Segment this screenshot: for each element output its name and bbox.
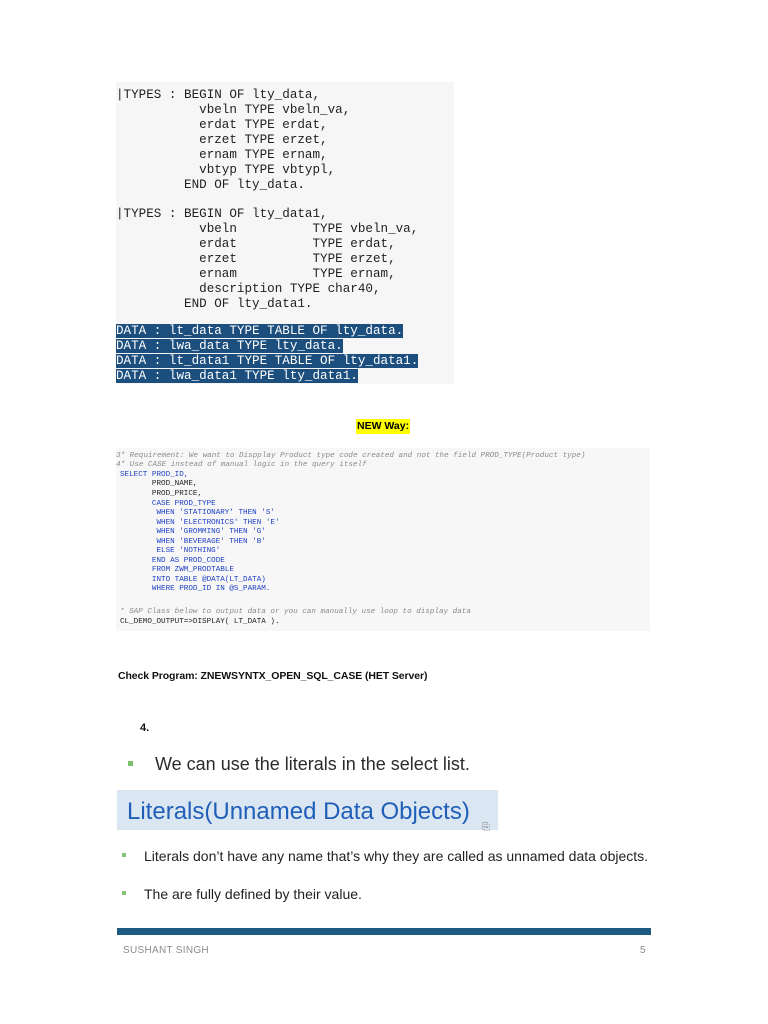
code-line: END AS PROD_CODE xyxy=(120,557,225,565)
code-line: |TYPES : BEGIN OF lty_data, xyxy=(116,88,321,102)
code-line: WHERE PROD_ID IN @S_PARAM. xyxy=(120,585,271,593)
code-screenshot-select-case xyxy=(116,448,650,631)
code-line: erzet TYPE erzet, xyxy=(116,133,328,147)
list-number: 4. xyxy=(140,722,150,734)
literals-title: Literals(Unnamed Data Objects) xyxy=(127,798,470,825)
code-line: vbeln TYPE vbeln_va, xyxy=(116,222,419,236)
code-line: PROD_PRICE, xyxy=(120,490,203,498)
code-line: CL_DEMO_OUTPUT=>DISPLAY( LT_DATA ). xyxy=(120,618,280,626)
paste-options-icon: ⎘ xyxy=(482,822,490,833)
code-line: erzet TYPE erzet, xyxy=(116,252,396,266)
code-comment: 3* Requirement: We want to Dispplay Product type code created and not the field PROD_TYPE(Product type) xyxy=(116,452,586,460)
code-line: PROD_NAME, xyxy=(120,480,198,488)
code-line: erdat TYPE erdat, xyxy=(116,237,396,251)
bullet-square-icon xyxy=(128,761,133,766)
code-line: END OF lty_data. xyxy=(116,178,305,192)
code-line: SELECT PROD_ID, xyxy=(120,471,189,479)
page-number: 5 xyxy=(640,945,646,956)
code-line: ELSE 'NOTHING' xyxy=(120,547,221,555)
code-line: CASE PROD_TYPE xyxy=(120,500,216,508)
check-program-text: Check Program: ZNEWSYNTX_OPEN_SQL_CASE (HET Server) xyxy=(118,670,428,682)
bullet-square-icon xyxy=(122,891,126,895)
code-line: ernam TYPE ernam, xyxy=(116,148,328,162)
code-line-selected: DATA : lt_data TYPE TABLE OF lty_data. xyxy=(116,324,404,338)
footer-author: SUSHANT SINGH xyxy=(123,945,209,956)
code-line-selected: DATA : lt_data1 TYPE TABLE OF lty_data1. xyxy=(116,354,419,368)
bullet-square-icon xyxy=(122,853,126,857)
code-line: ernam TYPE ernam, xyxy=(116,267,396,281)
code-line: WHEN 'STATIONARY' THEN 'S' xyxy=(120,509,275,517)
code-line: WHEN 'ELECTRONICS' THEN 'E' xyxy=(120,519,280,527)
code-line: FROM ZWM_PRODTABLE xyxy=(120,566,234,574)
code-line: INTO TABLE @DATA(LT_DATA) xyxy=(120,576,266,584)
bullet-literals-unnamed: Literals don’t have any name that’s why they are called as unnamed data objects. xyxy=(122,848,648,864)
bullet-literals-defined: The are fully defined by their value. xyxy=(122,886,362,902)
code-line: vbeln TYPE vbeln_va, xyxy=(116,103,351,117)
code-line: vbtyp TYPE vbtypl, xyxy=(116,163,336,177)
code-line-selected: DATA : lwa_data TYPE lty_data. xyxy=(116,339,343,353)
code-line: erdat TYPE erdat, xyxy=(116,118,328,132)
code-comment: 4* Use CASE instead of manual logic in the query itself xyxy=(116,461,367,469)
bullet-literals-select-list: We can use the literals in the select list. xyxy=(128,754,470,775)
code-line: WHEN 'BEVERAGE' THEN 'B' xyxy=(120,538,266,546)
code-line: WHEN 'GROMMING' THEN 'G' xyxy=(120,528,266,536)
footer-rule xyxy=(117,928,651,935)
code-line-selected: DATA : lwa_data1 TYPE lty_data1. xyxy=(116,369,358,383)
code-line: |TYPES : BEGIN OF lty_data1, xyxy=(116,207,328,221)
code-line: END OF lty_data1. xyxy=(116,297,313,311)
code-comment: * SAP Class below to output data or you can manually use loop to display data xyxy=(120,608,471,616)
code-screenshot-types xyxy=(116,82,454,384)
code-line: description TYPE char40, xyxy=(116,282,381,296)
new-way-label: NEW Way: xyxy=(357,420,410,432)
